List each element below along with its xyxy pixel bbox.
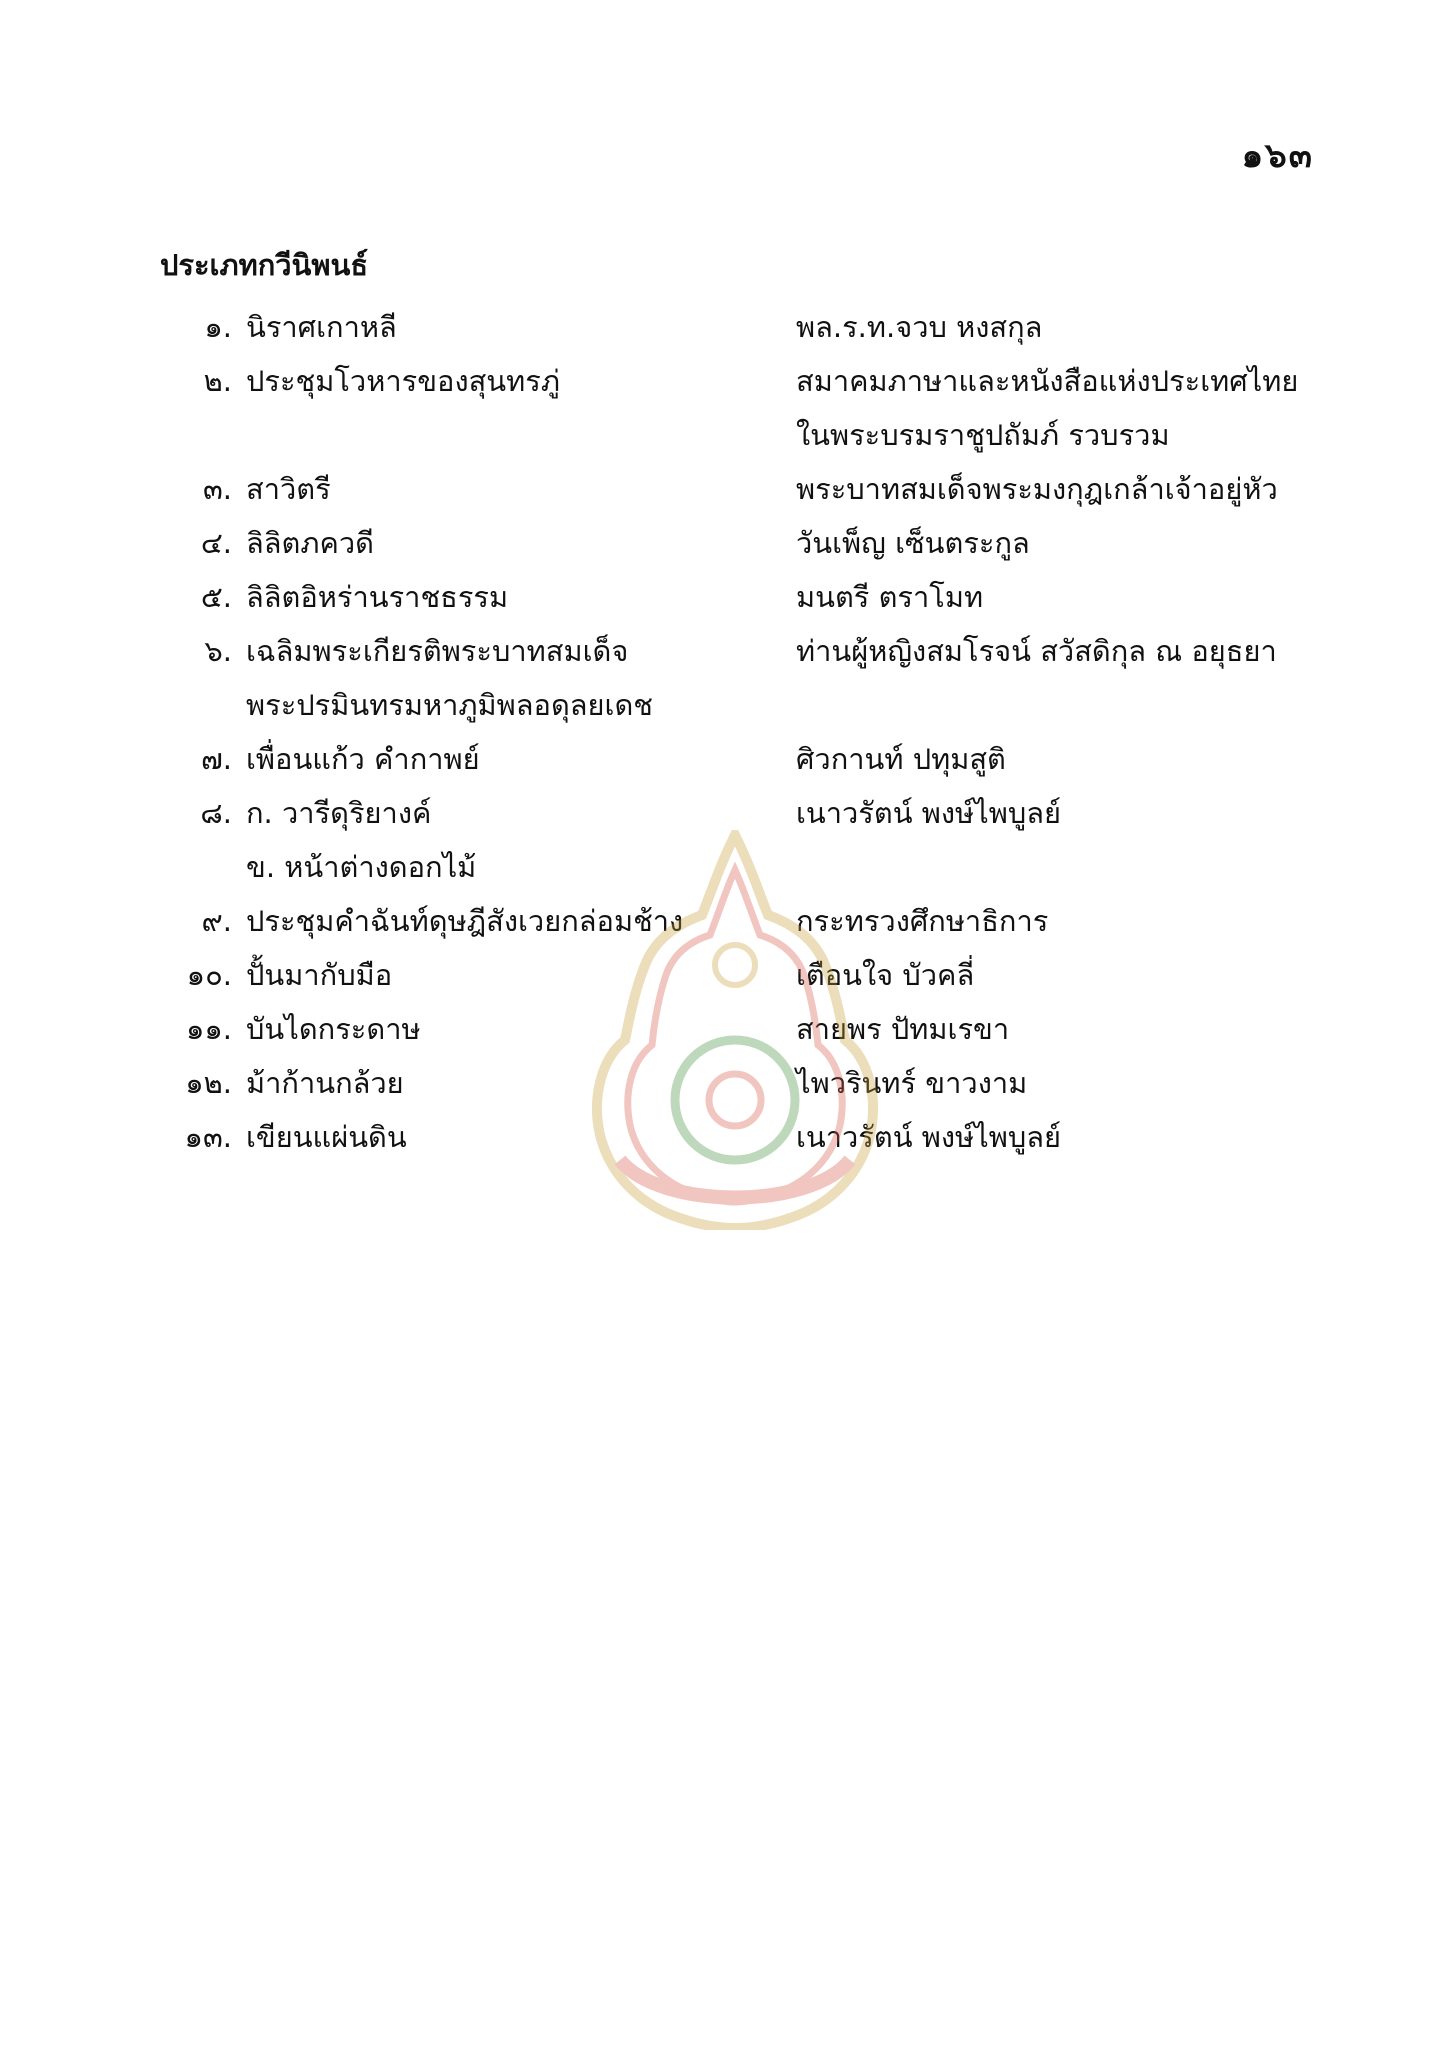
page-number: ๑๖๓: [1241, 136, 1314, 176]
list-item: [0, 1002, 1456, 1056]
entry-title: บันไดกระดาษ: [246, 1012, 421, 1046]
entry-author: พล.ร.ท.จวบ หงสกุล: [796, 310, 1043, 344]
entry-title: ประชุมคำฉันท์ดุษฎีสังเวยกล่อมช้าง: [246, 904, 684, 938]
entry-author: สมาคมภาษาและหนังสือแห่งประเทศไทย: [796, 364, 1299, 398]
list-item: [0, 1110, 1456, 1164]
list-item: [0, 516, 1456, 570]
list-item: [0, 1056, 1456, 1110]
entry-number: ๘.: [200, 796, 232, 830]
entry-author-line-2: ในพระบรมราชูปถัมภ์ รวบรวม: [796, 418, 1170, 452]
entry-number: ๖.: [204, 634, 232, 668]
entry-author: ท่านผู้หญิงสมโรจน์ สวัสดิกุล ณ อยุธยา: [796, 634, 1277, 668]
entry-title: เขียนแผ่นดิน: [246, 1120, 407, 1154]
entry-number: ๑๐.: [186, 958, 232, 992]
list-item: [0, 732, 1456, 786]
entry-author: สายพร ปัทมเรขา: [796, 1012, 1010, 1046]
entry-title: สาวิตรี: [246, 472, 331, 506]
entry-number: ๔.: [200, 526, 232, 560]
entry-author: เตือนใจ บัวคลี่: [796, 958, 975, 992]
entry-author: ไพวรินทร์ ขาวงาม: [796, 1066, 1028, 1100]
entry-title: เพื่อนแก้ว คำกาพย์: [246, 742, 480, 776]
entry-number: ๒.: [203, 364, 232, 398]
bibliography-list: [0, 300, 1456, 1164]
entry-title-line-2: พระปรมินทรมหาภูมิพลอดุลยเดช: [246, 688, 653, 722]
entry-number: ๙.: [201, 904, 232, 938]
entry-author: กระทรวงศึกษาธิการ: [796, 904, 1049, 938]
entry-author: เนาวรัตน์ พงษ์ไพบูลย์: [796, 796, 1062, 830]
section-heading: ประเภทกวีนิพนธ์: [160, 248, 369, 282]
entry-title: นิราศเกาหลี: [246, 310, 397, 344]
entry-number: ๓.: [202, 472, 232, 506]
list-item: [0, 948, 1456, 1002]
entry-author: มนตรี ตราโมท: [796, 580, 984, 614]
entry-number: ๑๓.: [184, 1120, 232, 1154]
entry-title-line-2: ข. หน้าต่างดอกไม้: [246, 850, 477, 884]
entry-title: ก. วารีดุริยางค์: [246, 796, 432, 830]
entry-title: เฉลิมพระเกียรติพระบาทสมเด็จ: [246, 634, 629, 668]
list-item: [0, 462, 1456, 516]
entry-title: ประชุมโวหารของสุนทรภู่: [246, 364, 560, 398]
entry-number: ๑๑.: [185, 1012, 232, 1046]
entry-author: เนาวรัตน์ พงษ์ไพบูลย์: [796, 1120, 1062, 1154]
entry-number: ๕.: [200, 580, 232, 614]
list-item: [0, 354, 1456, 462]
entry-number: ๑.: [204, 310, 232, 344]
entry-title: ลิลิตภควดี: [246, 526, 375, 560]
list-item: [0, 786, 1456, 894]
list-item: [0, 624, 1456, 732]
entry-title: ปั้นมากับมือ: [246, 958, 393, 992]
entry-title: ลิลิตอิหร่านราชธรรม: [246, 580, 509, 614]
entry-author: พระบาทสมเด็จพระมงกุฎเกล้าเจ้าอยู่หัว: [796, 472, 1278, 506]
entry-number: ๗.: [200, 742, 232, 776]
entry-author: ศิวกานท์ ปทุมสูติ: [796, 742, 1006, 776]
entry-title: ม้าก้านกล้วย: [246, 1066, 404, 1100]
entry-number: ๑๒.: [185, 1066, 232, 1100]
list-item: [0, 570, 1456, 624]
entry-author: วันเพ็ญ เซ็นตระกูล: [796, 526, 1030, 560]
list-item: [0, 894, 1456, 948]
emblem-base-band: [620, 1160, 850, 1198]
list-item: [0, 300, 1456, 354]
